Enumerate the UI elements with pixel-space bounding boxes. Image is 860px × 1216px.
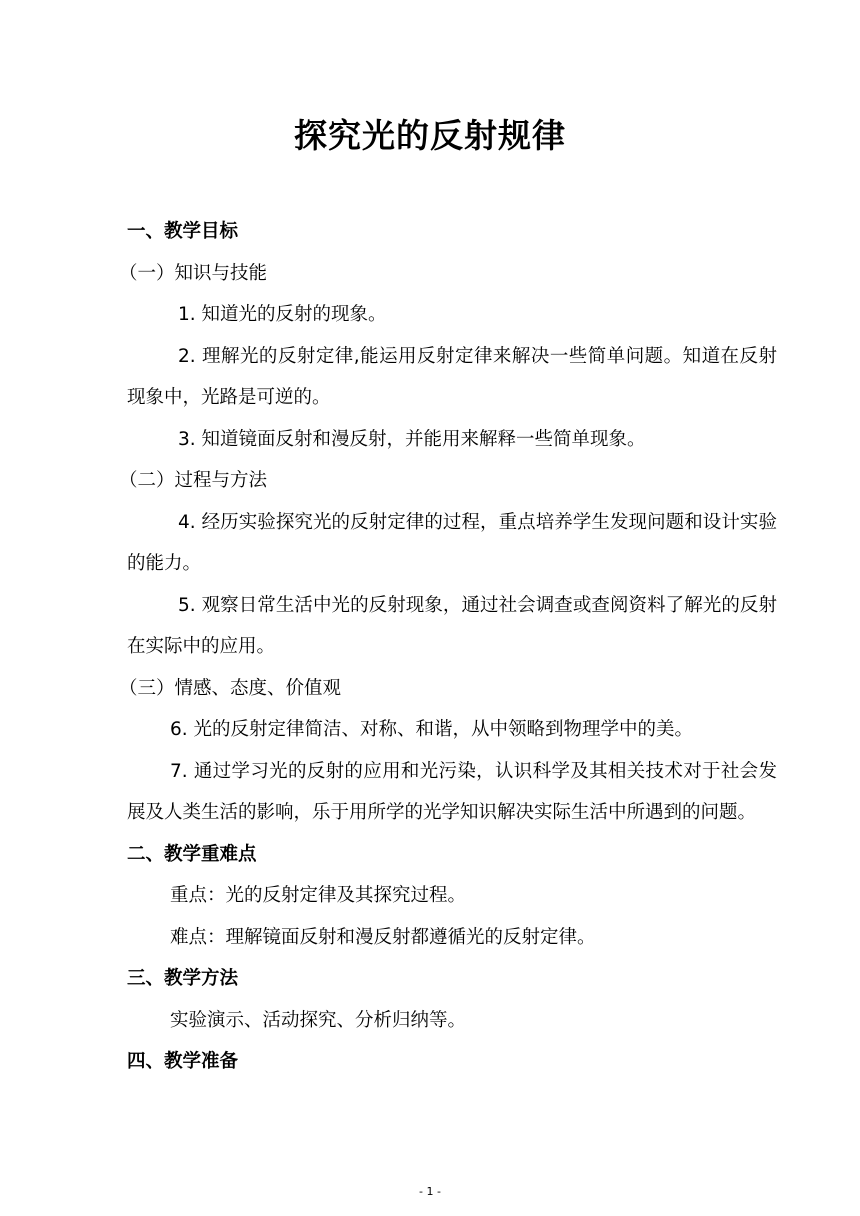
methods-text: 实验演示、活动探究、分析归纳等。 xyxy=(170,1009,467,1031)
subsection-heading-process: （二）过程与方法 xyxy=(119,470,268,491)
subsection-heading-attitude: （三）情感、态度、价值观 xyxy=(119,677,342,699)
section-heading-key-points: 二、教学重难点 xyxy=(127,843,257,865)
objective-item-5: 5. 观察日常生活中光的反射现象，通过社会调查或查阅资料了解光的反射在实际中的应用。 xyxy=(127,594,777,657)
section-heading-methods: 三、教学方法 xyxy=(127,968,239,989)
objective-item-3: 3. 知道镜面反射和漫反射，并能用来解释一些简单现象。 xyxy=(178,428,646,450)
page-number: - 1 - xyxy=(419,1185,441,1198)
key-point-text: 重点：光的反射定律及其探究过程。 xyxy=(170,885,467,906)
objective-item-1: 1. 知道光的反射的现象。 xyxy=(178,304,387,325)
section-heading-objectives: 一、教学目标 xyxy=(127,221,239,242)
objective-item-6: 6. 光的反射定律简洁、对称、和谐，从中领略到物理学中的美。 xyxy=(170,719,694,740)
objective-item-7: 7. 通过学习光的反射的应用和光污染，认识科学及其相关技术对于社会发展及人类生活的影响，乐于用所学的光学知识解决实际生活中所遇到的问题。 xyxy=(127,760,777,823)
document-title: 探究光的反射规律 xyxy=(294,116,566,155)
objective-item-2: 2. 理解光的反射定律,能运用反射定律来解决一些简单问题。知道在反射现象中，光路是可逆的。 xyxy=(127,345,777,408)
section-heading-preparation: 四、教学准备 xyxy=(127,1051,239,1072)
document-body xyxy=(119,211,777,1083)
difficult-point-text: 难点：理解镜面反射和漫反射都遵循光的反射定律。 xyxy=(170,926,596,948)
objective-item-4: 4. 经历实验探究光的反射定律的过程，重点培养学生发现问题和设计实验的能力。 xyxy=(127,511,777,574)
subsection-heading-knowledge: （一）知识与技能 xyxy=(119,262,268,284)
